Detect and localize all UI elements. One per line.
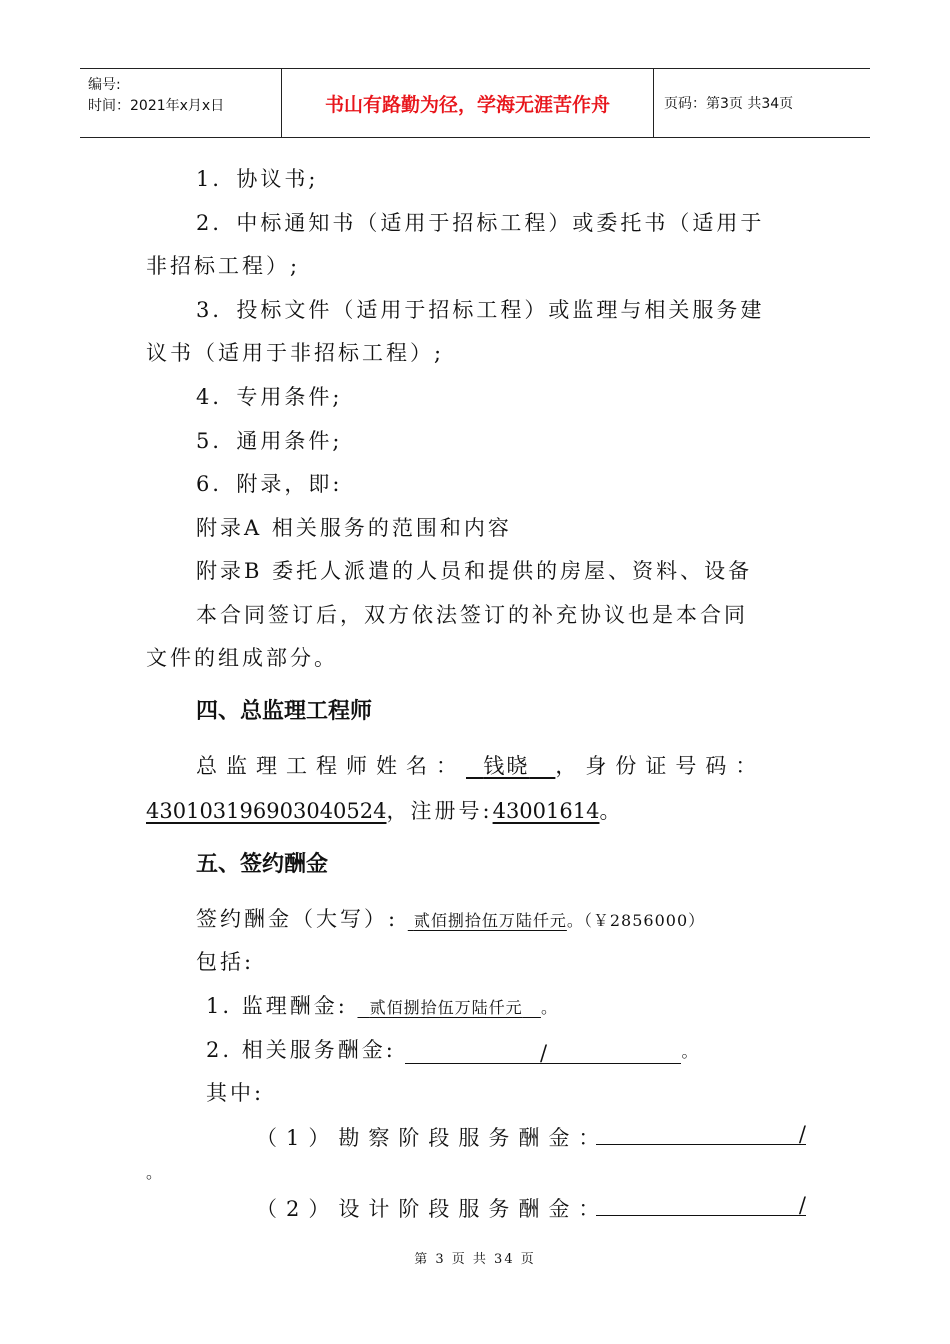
id-reg-line	[146, 795, 620, 825]
name-label: 总监理工程师姓名：	[196, 754, 466, 778]
section-4-heading: 四、总监理工程师	[196, 699, 373, 724]
end-mark: 。	[599, 799, 621, 823]
design-fee-line	[256, 1193, 608, 1223]
survey-fee-label: （1）勘察阶段服务酬金：	[256, 1126, 609, 1150]
supervision-fee-value: 贰佰捌拾伍万陆仟元	[369, 998, 523, 1017]
fee-number: 。（￥2856000）	[566, 911, 706, 930]
supervision-fee-line	[206, 990, 560, 1020]
reg-number: 43001614	[492, 799, 600, 823]
header-motto: 书山有路勤为径，学海无涯苦作舟	[282, 69, 654, 137]
item-3: 3．投标文件（适用于招标工程）或监理与相关服务建	[196, 298, 765, 322]
supplement-line-2: 文件的组成部分。	[146, 646, 338, 670]
page-header	[80, 68, 870, 138]
item-5: 5．通用条件;	[196, 429, 343, 453]
survey-fee-blank: /	[596, 1122, 806, 1145]
fee-label: 签约酬金（大写）:	[196, 907, 399, 931]
header-meta	[80, 69, 282, 137]
item-1: 1．协议书;	[196, 167, 319, 191]
survey-period: 。	[146, 1163, 163, 1182]
chief-engineer-line	[196, 750, 765, 780]
related-fee-line	[206, 1034, 701, 1064]
item-2-cont: 非招标工程）;	[146, 254, 301, 278]
appendix-a: 附录A 相关服务的范围和内容	[196, 516, 512, 540]
reg-label: ，注册号:	[386, 799, 493, 823]
id-number: 430103196903040524	[146, 799, 387, 823]
supervision-fee-label: 1. 监理酬金:	[206, 994, 348, 1018]
supplement-line-1: 本合同签订后，双方依法签订的补充协议也是本合同	[196, 603, 748, 627]
related-fee-blank: /	[405, 1041, 681, 1064]
design-fee-blank: /	[596, 1193, 806, 1216]
doc-code-label: 编号:	[88, 77, 121, 93]
fee-value: 贰佰捌拾伍万陆仟元	[413, 911, 567, 930]
includes-label: 包括:	[196, 950, 255, 974]
period: 。	[540, 998, 560, 1017]
survey-fee-line	[256, 1122, 608, 1152]
name-value: 钱晓	[483, 754, 530, 778]
item-4: 4．专用条件;	[196, 385, 343, 409]
fee-line	[196, 903, 705, 933]
among-label: 其中:	[206, 1081, 265, 1105]
related-fee-label: 2. 相关服务酬金:	[206, 1038, 396, 1062]
item-3-cont: 议书（适用于非招标工程）;	[146, 341, 445, 365]
item-6: 6．附录，即:	[196, 472, 343, 496]
period: 。	[681, 1042, 701, 1061]
doc-time: 时间：2021年x月x日	[88, 98, 225, 114]
design-fee-label: （2）设计阶段服务酬金：	[256, 1197, 609, 1221]
id-label: ，身份证号码：	[555, 754, 766, 778]
section-5-heading: 五、签约酬金	[196, 852, 329, 877]
item-2: 2．中标通知书（适用于招标工程）或委托书（适用于	[196, 211, 765, 235]
page-footer: 第 3 页 共 34 页	[414, 1252, 536, 1267]
appendix-b: 附录B 委托人派遣的人员和提供的房屋、资料、设备	[196, 559, 753, 583]
header-page-info: 页码：第3页 共34页	[664, 96, 794, 112]
